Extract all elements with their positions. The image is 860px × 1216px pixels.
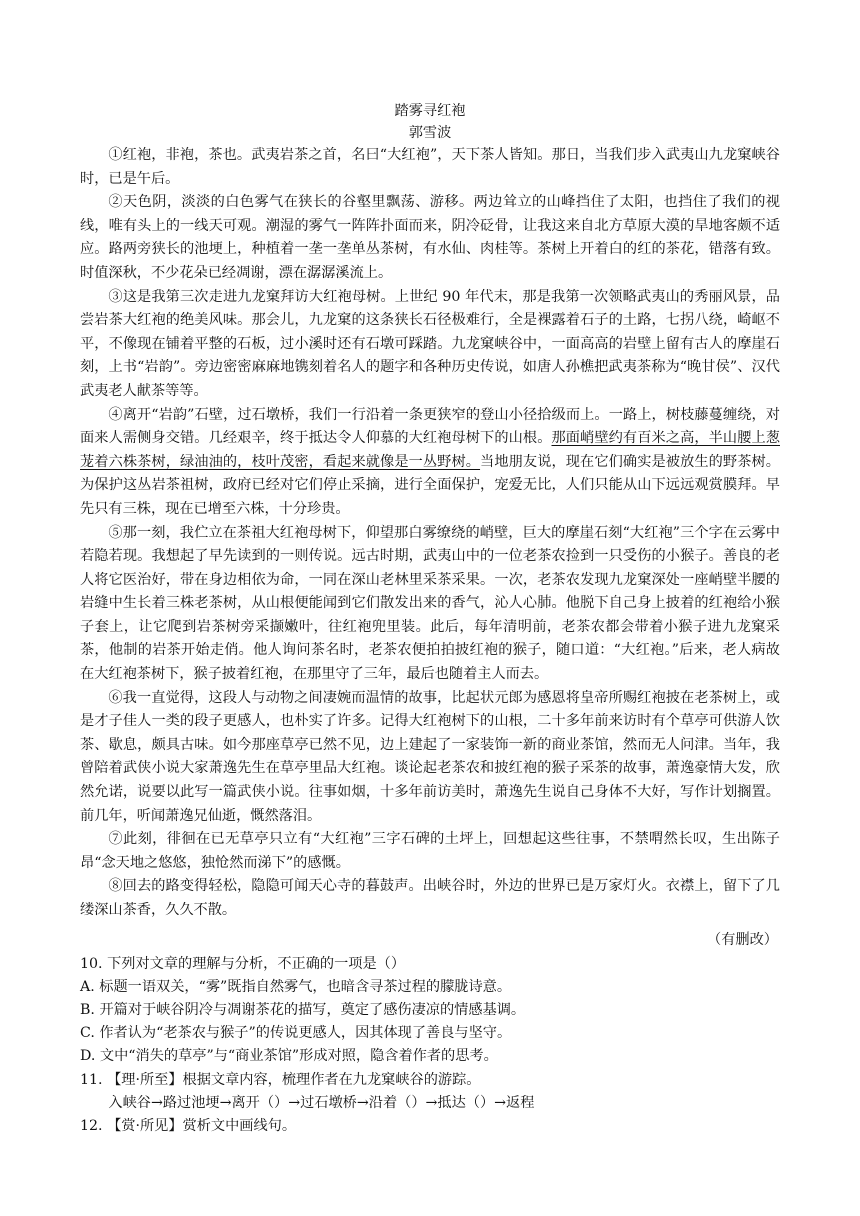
paragraph-1: ①红袍，非袍，茶也。武夷岩茶之首，名曰“大红袍”，天下茶人皆知。那日，当我们步入武夷山九龙窠峡谷时，已是午后。 bbox=[80, 147, 780, 187]
paragraph-2: ②天色阴，淡淡的白色雾气在狭长的谷壑里飘荡、游移。两边耸立的山峰挡住了太阳，也挡住了我们的视线，唯有头上的一线天可观。潮湿的雾气一阵阵扑面而来，阴冷砭骨，让我这来自北方草原大漠的旱地客颇不适应。路两旁狭长的池埂上，种植着一垄一垄单丛茶树，有水仙、肉桂等。茶树上开着白的红的茶花，错落有致。时值深秋，不少花朵已经凋谢，漂在潺潺溪流上。 bbox=[80, 194, 780, 281]
paragraph-3: ③这是我第三次走进九龙窠拜访大红袍母树。上世纪 90 年代末，那是我第一次领略武夷山的秀丽风景，品尝岩茶大红袍的绝美风味。那会儿，九龙窠的这条狭长石径极难行，全是裸露着石子的土路，七拐八绕，崎岖不平，不像现在铺着平整的石板，过小溪时还有石墩可踩踏。九龙窠峡谷中，一面高高的岩壁上留有古人的摩崖石刻，上书“岩韵”。旁边密密麻麻地镌刻着名人的题字和各种历史传说，如唐人孙樵把武夷茶称为“晚甘侯”、汉代武夷老人献茶等等。 bbox=[80, 288, 780, 399]
paragraph-7: ⑦此刻，徘徊在已无草亭只立有“大红袍”三字石碑的土坪上，回想起这些往事，不禁喟然长叹，生出陈子昂“念天地之悠悠，独怆然而涕下”的感慨。 bbox=[80, 831, 780, 871]
article-author: 郭雪波 bbox=[408, 125, 452, 141]
paragraph-6: ⑥我一直觉得，这段人与动物之间凄婉而温情的故事，比起状元郎为感恩将皇帝所赐红袍披在老茶树上，或是才子佳人一类的段子更感人，也朴实了许多。记得大红袍树下的山根，二十多年前来访时有个草亭可供游人饮茶、歇息，颇具古味。如今那座草亭已然不见，边上建起了一家装饰一新的商业茶馆，然而无人问津。当年，我曾陪着武侠小说大家萧逸先生在草亭里品大红袍。谈论起老茶农和披红袍的猴子采茶的故事，萧逸豪情大发，欣然允诺，说要以此写一篇武侠小说。往事如烟，十多年前访美时，萧逸先生说自己身体不大好，写作计划搁置。前几年，听闻萧逸兄仙逝，慨然落泪。 bbox=[80, 689, 780, 824]
question-10-option-d: D. 文中“消失的草亭”与“商业茶馆”形成对照，隐含着作者的思考。 bbox=[80, 1048, 498, 1065]
question-11-path: 入峡谷→路过池埂→离开（）→过石墩桥→沿着（）→抵达（）→返程 bbox=[108, 1094, 535, 1111]
question-10: 10. 下列对文章的理解与分析，不正确的一项是（） bbox=[80, 955, 406, 972]
underlined-sentence: 那面峭壁约有百米之高，半山腰上葱茏着六株茶树，绿油油的，枝叶茂密，看起来就像是一丛野树。 bbox=[80, 430, 780, 470]
paragraph-5: ⑤那一刻，我伫立在茶祖大红袍母树下，仰望那白雾缭绕的峭壁，巨大的摩崖石刻“大红袍”三个字在云雾中若隐若现。我想起了早先读到的一则传说。远古时期，武夷山中的一位老茶农捡到一只受伤的小猴子。善良的老人将它医治好，带在身边相依为命，一同在深山老林里采茶采果。一次，老茶农发现九龙窠深处一座峭壁半腰的岩缝中生长着三株老茶树，从山根便能闻到它们散发出来的香气，沁人心肺。他脱下自己身上披着的红袍给小猴子套上，让它爬到岩茶树旁采撷嫩叶，往红袍兜里装。此后，每年清明前，老茶农都会带着小猴子进九龙窠采茶，他制的岩茶开始走俏。他人询问茶名时，老茶农便拍拍披红袍的猴子，随口道：“大红袍。”后来，老人病故在大红袍茶树下，猴子披着红袍，在那里守了三年，最后也随着主人而去。 bbox=[80, 524, 780, 683]
paragraph-8: ⑧回去的路变得轻松，隐隐可闻天心寺的暮鼓声。出峡谷时，外边的世界已是万家灯火。衣襟上，留下了几缕深山茶香，久久不散。 bbox=[80, 878, 780, 918]
paragraph-4-start: ④离开“岩韵”石壁，过石墩桥，我们一行沿着一条更狭窄的登山小径拾级而上。一路上，树枝藤蔓缠绕，对面来人需侧身交错。几经艰辛，终于抵达令人仰慕的大红袍母树下的山根。 bbox=[80, 406, 780, 447]
paragraph-4 bbox=[80, 404, 780, 522]
edit-note: （有删改） bbox=[707, 931, 778, 948]
paragraph-4-end: 当地朋友说，现在它们确实是被放生的野茶树。为保护这丛岩茶祖树，政府已经对它们停止采摘，进行全面保护，宠爱无比，人们只能从山下远远观赏膜拜。早先只有三株，现在已增至六株，十分珍贵。 bbox=[80, 453, 780, 517]
question-12: 12. 【赏·所见】赏析文中画线句。 bbox=[80, 1118, 297, 1135]
question-10-option-a: A. 标题一语双关，“雾”既指自然雾气，也暗含寻茶过程的朦胧诗意。 bbox=[80, 978, 512, 995]
question-10-option-b: B. 开篇对于峡谷阴冷与凋谢茶花的描写，奠定了感伤凄凉的情感基调。 bbox=[80, 1002, 526, 1018]
article-title: 踏雾寻红袍 bbox=[394, 103, 466, 119]
question-10-option-c: C. 作者认为“老茶农与猴子”的传说更感人，因其体现了善良与坚守。 bbox=[80, 1025, 512, 1042]
question-11: 11. 【理·所至】根据文章内容，梳理作者在九龙窠峡谷的游踪。 bbox=[80, 1071, 481, 1088]
document-page bbox=[80, 100, 780, 1138]
